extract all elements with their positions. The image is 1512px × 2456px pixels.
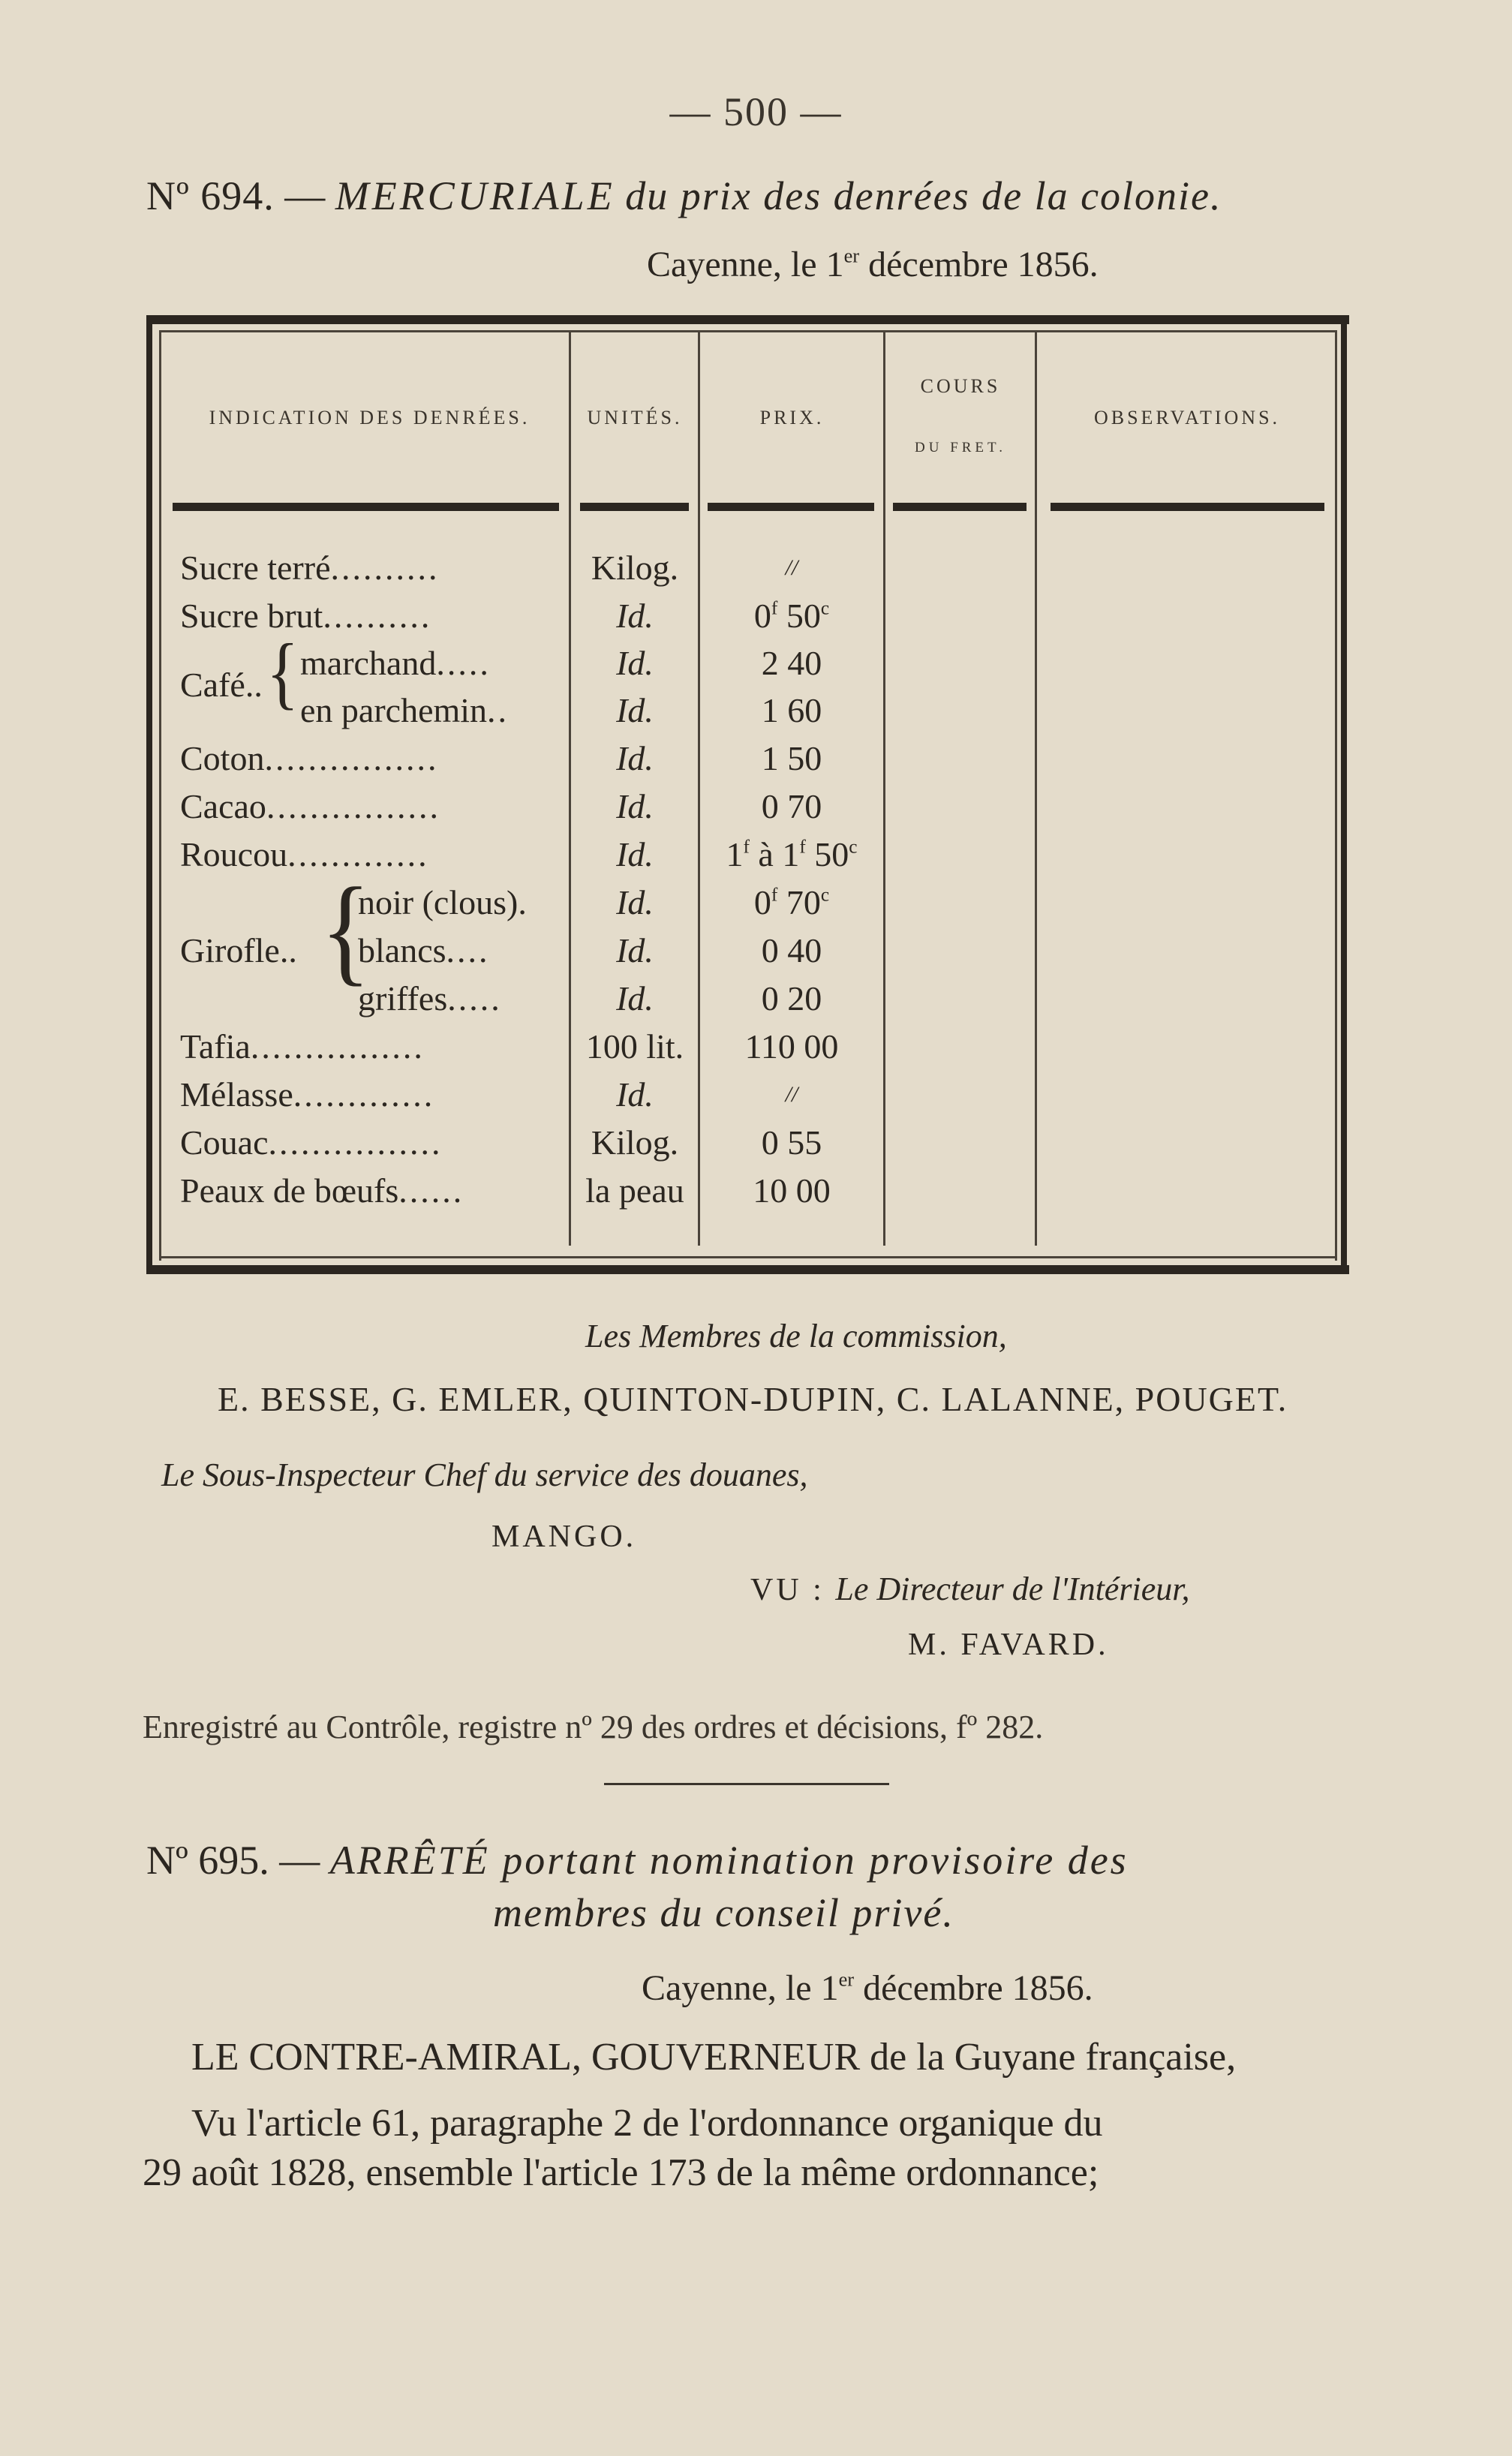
header-rule xyxy=(708,503,874,511)
row-unit: Id. xyxy=(616,883,654,921)
row-unit: Id. xyxy=(616,644,654,682)
row-name: Sucre terré.......... xyxy=(180,549,440,587)
row-price: 10 00 xyxy=(753,1171,831,1210)
document-695-heading xyxy=(146,1837,1129,1883)
table-border xyxy=(1335,330,1337,1261)
directeur-title: Le Directeur de l'Intérieur, xyxy=(835,1571,1190,1607)
row-unit: Id. xyxy=(616,1075,654,1114)
heading-dash: — xyxy=(279,1838,320,1883)
preamble-line: LE CONTRE-AMIRAL, GOUVERNEUR de la Guyane française, xyxy=(191,2036,1237,2079)
brace-icon: { xyxy=(320,863,371,997)
dateline-ordinal: er xyxy=(838,1968,855,1991)
row-unit: Id. xyxy=(616,787,654,825)
vu-line xyxy=(750,1570,1189,1608)
column-divider xyxy=(1035,330,1037,1246)
vu-label: VU : xyxy=(750,1573,836,1607)
row-name: Couac................ xyxy=(180,1123,443,1162)
row-unit: Id. xyxy=(616,597,654,635)
brace-icon: { xyxy=(266,628,299,717)
row-price: 110 00 xyxy=(744,1027,839,1066)
signature-favard: M. FAVARD. xyxy=(908,1628,1109,1662)
row-unit: Id. xyxy=(616,835,654,873)
row-price: 0 70 xyxy=(761,787,822,825)
dateline-prefix: Cayenne, le 1 xyxy=(647,245,844,284)
row-price: 1$^f$ à 1$^f$ 50$^c$ xyxy=(726,835,858,873)
row-name: en parchemin.. xyxy=(300,691,510,729)
table-border xyxy=(159,1256,1337,1258)
row-name: Peaux de bœufs...... xyxy=(180,1171,464,1210)
row-price: 0$^f$ 50$^c$ xyxy=(753,597,830,635)
row-name: Mélasse............. xyxy=(180,1075,435,1114)
row-name: Tafia................ xyxy=(180,1027,425,1066)
body-line-2: 29 août 1828, ensemble l'article 173 de la même ordonnance; xyxy=(143,2151,1099,2194)
row-unit: Kilog. xyxy=(591,549,679,587)
table-border xyxy=(146,315,1349,324)
column-divider xyxy=(883,330,885,1246)
members-names: E. BESSE, G. EMLER, QUINTON-DUPIN, C. LALANNE, POUGET. xyxy=(218,1380,1288,1418)
group-label-cafe: Café.. xyxy=(180,666,263,704)
row-unit: Kilog. xyxy=(591,1123,679,1162)
row-price: 0 40 xyxy=(761,931,822,969)
row-name: Coton................ xyxy=(180,739,439,777)
row-name: Roucou............. xyxy=(180,835,429,873)
row-name: griffes..... xyxy=(358,979,502,1018)
row-name: Sucre brut.......... xyxy=(180,597,432,635)
row-name: Cacao................ xyxy=(180,787,440,825)
row-unit: Id. xyxy=(616,739,654,777)
header-rule xyxy=(173,503,559,511)
table-border xyxy=(146,315,152,1274)
header-cours: COURS xyxy=(920,375,1001,397)
title-text: du prix des denrées de la colonie. xyxy=(625,173,1222,218)
header-unites: UNITÉS. xyxy=(587,407,683,428)
table-border xyxy=(159,330,161,1261)
dateline-prefix: Cayenne, le 1 xyxy=(642,1968,839,2008)
header-du-fret: DU FRET. xyxy=(915,440,1006,455)
heading-dash: — xyxy=(284,173,326,218)
section-divider xyxy=(604,1783,889,1785)
body-line-1: Vu l'article 61, paragraphe 2 de l'ordonnance organique du xyxy=(191,2102,1103,2145)
dateline-694 xyxy=(647,244,1099,285)
row-price: 2 40 xyxy=(761,644,822,682)
row-unit: la peau xyxy=(585,1171,684,1210)
header-observations: OBSERVATIONS. xyxy=(1093,407,1281,428)
page-number: — 500 — xyxy=(669,89,843,134)
document-number: Nº 695. xyxy=(146,1838,269,1883)
row-price: 0 20 xyxy=(761,979,822,1018)
row-name: blancs.... xyxy=(358,931,490,969)
row-price: 1 50 xyxy=(761,739,822,777)
table-border xyxy=(146,1265,1349,1274)
header-indication: INDICATION DES DENRÉES. xyxy=(209,407,531,428)
row-unit: Id. xyxy=(616,979,654,1018)
document-694-heading xyxy=(146,173,1222,219)
sous-inspecteur-title: Le Sous-Inspecteur Chef du service des douanes, xyxy=(161,1456,808,1493)
title-keyword: MERCURIALE xyxy=(335,173,615,218)
header-rule xyxy=(1051,503,1324,511)
row-price: // xyxy=(785,555,798,580)
row-price: 0 55 xyxy=(761,1123,822,1162)
document-number: Nº 694. xyxy=(146,173,275,218)
header-rule xyxy=(580,503,689,511)
row-name: noir (clous). xyxy=(358,883,527,921)
members-intro: Les Membres de la commission, xyxy=(585,1318,1007,1354)
row-name: marchand..... xyxy=(300,644,491,682)
row-unit: Id. xyxy=(616,931,654,969)
table-border xyxy=(1341,315,1347,1274)
title-line-1: ARRÊTÉ portant nomination provisoire des xyxy=(329,1838,1129,1883)
title-line-2: membres du conseil privé. xyxy=(493,1890,954,1935)
registration-line: Enregistré au Contrôle, registre nº 29 des ordres et décisions, fº 282. xyxy=(143,1709,1044,1745)
row-price: 1 60 xyxy=(761,691,822,729)
group-label-girofle: Girofle.. xyxy=(180,931,297,969)
signature-mango: MANGO. xyxy=(491,1520,637,1554)
dateline-suffix: décembre 1856. xyxy=(859,245,1099,284)
header-prix: PRIX. xyxy=(759,407,825,428)
dateline-695 xyxy=(642,1968,1093,2009)
dateline-ordinal: er xyxy=(843,244,860,267)
table-border xyxy=(159,330,1337,332)
row-unit: Id. xyxy=(616,691,654,729)
price-table xyxy=(146,315,1349,1276)
dateline-suffix: décembre 1856. xyxy=(854,1968,1093,2008)
row-unit: 100 lit. xyxy=(585,1027,684,1066)
header-rule xyxy=(893,503,1027,511)
row-price: 0$^f$ 70$^c$ xyxy=(753,883,830,921)
row-price: // xyxy=(785,1082,798,1107)
